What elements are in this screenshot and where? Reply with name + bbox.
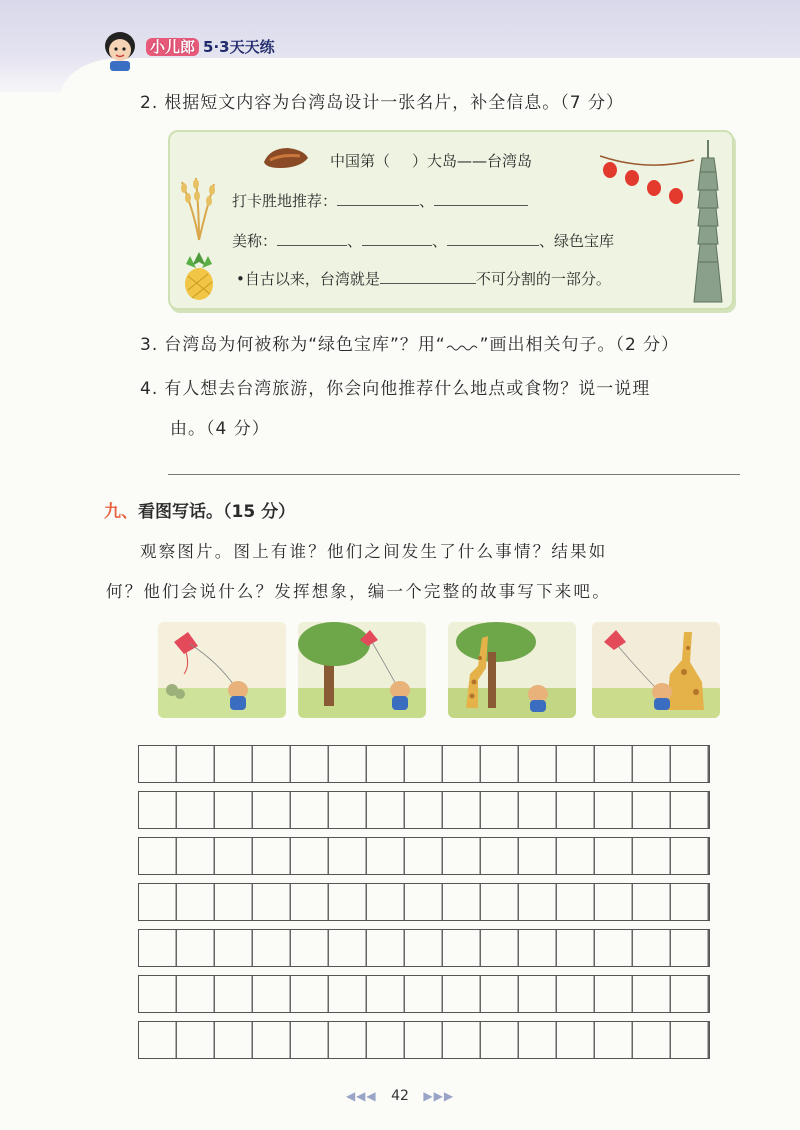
instruction-line-2 <box>106 578 611 602</box>
grid-row[interactable] <box>138 883 710 921</box>
mascot-icon <box>100 28 140 72</box>
lanterns-icon <box>598 152 696 222</box>
picture-3-giraffe-tree <box>448 622 576 718</box>
card-line3-label: 美称： <box>232 232 278 250</box>
taipei101-icon <box>690 138 726 304</box>
card-line1-pre: 中国第（ <box>330 152 391 170</box>
instruction-text: 何？他们会说什么？发挥想象，编一个完整的故事写下来吧。 <box>106 582 611 601</box>
pineapple-icon <box>178 250 220 302</box>
card-line-4 <box>236 268 611 289</box>
grid-row[interactable] <box>138 1021 710 1059</box>
question-4-line2 <box>170 414 270 439</box>
instruction-text: 观察图片。图上有谁？他们之间发生了什么事情？结果如 <box>140 542 608 561</box>
blank-field[interactable] <box>434 191 528 206</box>
separator: 、 <box>419 192 435 210</box>
picture-4-giraffe-kite <box>592 622 720 718</box>
section-number: 九、 <box>104 502 138 522</box>
grid-row[interactable] <box>138 745 710 783</box>
question-text: 有人想去台湾旅游，你会向他推荐什么地点或食物？说一说理 <box>164 379 651 399</box>
card-line3-end: 、绿色宝库 <box>539 232 615 250</box>
shoe-icon <box>260 142 312 172</box>
page-number: 42 <box>391 1088 409 1104</box>
prev-arrows-icon: ◀◀◀ <box>345 1089 377 1103</box>
card-line-3 <box>232 230 614 251</box>
separator: 、 <box>347 232 363 250</box>
question-4 <box>140 374 650 399</box>
card-line4-post: 不可分割的一部分。 <box>475 270 611 288</box>
grid-row[interactable] <box>138 929 710 967</box>
page-footer <box>0 1088 800 1104</box>
question-number: 3. <box>140 335 159 355</box>
brand-sub: 5·3天天练 <box>203 38 275 56</box>
question-number: 4. <box>140 379 159 399</box>
next-arrows-icon: ▶▶▶ <box>423 1089 455 1103</box>
question-number: 2. <box>140 93 159 113</box>
card-line-2 <box>232 190 528 211</box>
question-text: 由。（4 分） <box>170 419 270 439</box>
grid-row[interactable] <box>138 791 710 829</box>
card-line-1 <box>330 150 532 171</box>
question-3 <box>140 330 679 355</box>
blank-field[interactable] <box>337 191 419 206</box>
question-text: 根据短文内容为台湾岛设计一张名片，补全信息。（7 分） <box>164 93 624 113</box>
blank-field[interactable] <box>362 231 432 246</box>
card-line1-post: ）大岛——台湾岛 <box>412 152 533 170</box>
brand-title <box>146 36 275 57</box>
answer-line[interactable] <box>168 474 740 475</box>
blank-field[interactable] <box>447 231 539 246</box>
card-line2-label: 打卡胜地推荐： <box>232 192 338 210</box>
question-text-pre: 台湾岛为何被称为“绿色宝库”？用“ <box>164 335 446 355</box>
separator: 、 <box>432 232 448 250</box>
blank-field[interactable] <box>380 269 476 284</box>
card-line4-pre: •自古以来，台湾就是 <box>236 270 380 288</box>
question-2 <box>140 88 624 113</box>
grid-row[interactable] <box>138 975 710 1013</box>
brand-main: 小儿郎 <box>146 38 199 56</box>
section-title <box>104 497 295 522</box>
blank-field[interactable] <box>277 231 347 246</box>
question-text-post: ”画出相关句子。（2 分） <box>479 335 680 355</box>
picture-2-kite-tree <box>298 622 426 718</box>
section-title-text: 看图写话。（15 分） <box>138 502 296 522</box>
instruction-line-1 <box>140 538 608 562</box>
wavy-line-icon <box>446 342 480 354</box>
business-card <box>168 130 734 310</box>
grid-row[interactable] <box>138 837 710 875</box>
rice-icon <box>174 172 224 242</box>
picture-1-kite-cat <box>158 622 286 718</box>
